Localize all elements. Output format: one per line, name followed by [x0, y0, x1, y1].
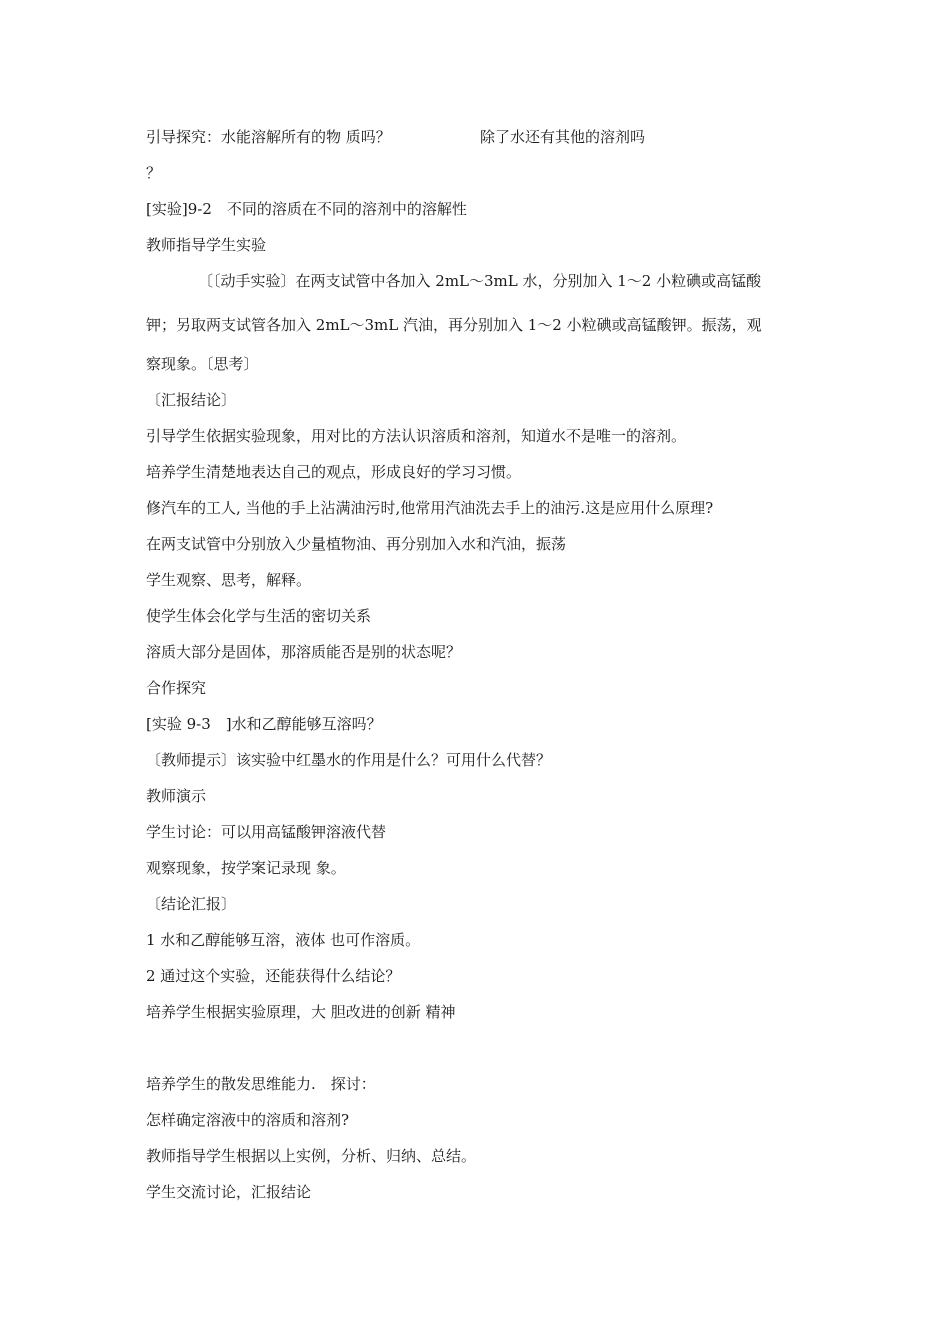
text-line-student-discussion: 学生讨论：可以用高锰酸钾溶液代替 [146, 823, 387, 841]
text-line-vegetable-oil: 在两支试管中分别放入少量植物油、再分别加入水和汽油，振荡 [146, 535, 567, 553]
text-line-hands-on-cont: 钾；另取两支试管各加入 2mL～3mL 汽油，再分别加入 1～2 小粒碘或高锰酸钾。振荡，观 [146, 316, 762, 334]
text-line-guide-students: 引导学生依据实验现象，用对比的方法认识溶质和溶剂，知道水不是唯一的溶剂。 [146, 427, 687, 445]
text-line-teacher-analyze: 教师指导学生根据以上实例，分析、归纳、总结。 [146, 1147, 477, 1165]
text-line-car-mechanic: 修汽车的工人, 当他的手上沾满油污时,他常用汽油洗去手上的油污.这是应用什么原理? [146, 499, 714, 517]
text-line-teacher-hint: 〔教师提示〕该实验中红墨水的作用是什么？可用什么代替？ [146, 751, 552, 769]
text-line-student-exchange: 学生交流讨论，汇报结论 [146, 1183, 312, 1201]
text-line-students-observe: 学生观察、思考，解释。 [146, 571, 312, 589]
text-line-guided-inquiry: 引导探究：水能溶解所有的物 质吗？ [146, 128, 391, 146]
text-line-divergent-thinking: 培养学生的散发思维能力. 探讨： [146, 1075, 376, 1093]
text-line-cultivate-expression: 培养学生清楚地表达自己的观点，形成良好的学习习惯。 [146, 463, 522, 481]
text-line-conclusion-2: 2 通过这个实验，还能获得什么结论？ [146, 967, 401, 985]
text-line-conclusion-report: 〔结论汇报〕 [146, 895, 237, 913]
text-line-teacher-demo: 教师演示 [146, 787, 207, 805]
text-line-innovation: 培养学生根据实验原理，大 胆改进的创新 精神 [146, 1003, 456, 1021]
text-line-chemistry-life: 使学生体会化学与生活的密切关系 [146, 607, 372, 625]
text-line-hands-on: 〔〔动手实验〕在两支试管中各加入 2mL～3mL 水，分别加入 1～2 小粒碘或高锰酸 [198, 272, 762, 290]
text-line-question-mark: ？ [146, 164, 162, 182]
text-line-determine-solute: 怎样确定溶液中的溶质和溶剂? [146, 1111, 350, 1129]
text-line-experiment-9-2: [实验]9-2 不同的溶质在不同的溶剂中的溶解性 [146, 200, 467, 218]
text-line-observe: 察现象。〔思考〕 [146, 355, 259, 373]
text-line-teacher-guides: 教师指导学生实验 [146, 236, 267, 254]
text-line-conclusion-1: 1 水和乙醇能够互溶，液体 也可作溶质。 [146, 931, 421, 949]
text-line-solute-state: 溶质大部分是固体，那溶质能否是别的状态呢？ [146, 643, 462, 661]
text-line-experiment-9-3: [实验 9-3 ]水和乙醇能够互溶吗？ [146, 715, 382, 733]
text-line-report-conclusion: 〔汇报结论〕 [146, 391, 237, 409]
text-line-record-phenomenon: 观察现象，按学案记录现 象。 [146, 859, 346, 877]
text-line-other-solvents: 除了水还有其他的溶剂吗 [480, 128, 646, 146]
text-line-cooperative-inquiry: 合作探究 [146, 679, 207, 697]
